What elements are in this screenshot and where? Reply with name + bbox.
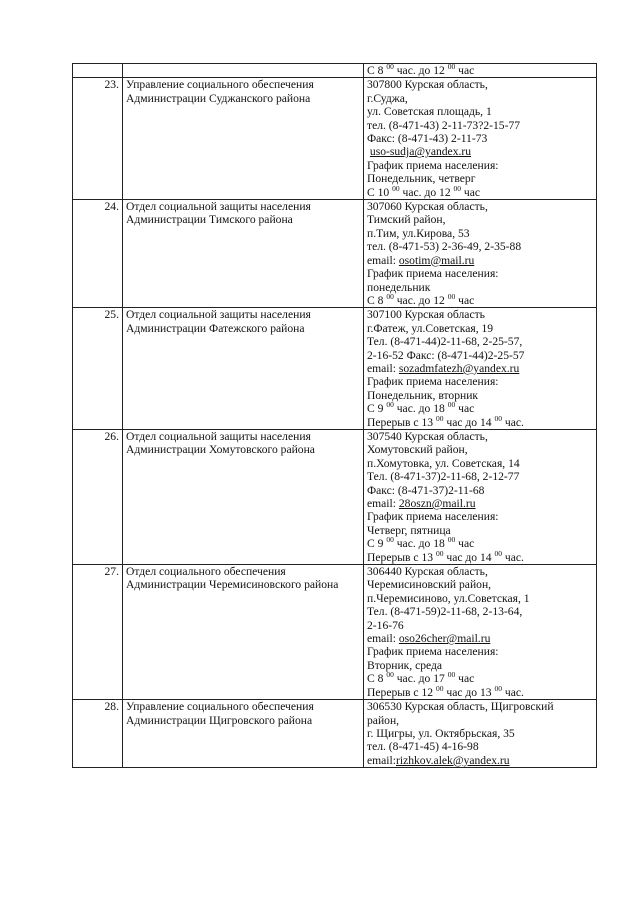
- email-link[interactable]: rizhkov.alek@yandex.ru: [395, 753, 510, 767]
- table-row: [73, 565, 597, 700]
- address-line: 306530 Курская область, Щигровский: [367, 700, 554, 714]
- email-link[interactable]: sozadmfatezh@yandex.ru: [398, 361, 520, 375]
- phone-line: тел. (8-471-53) 2-36-49, 2-35-88: [367, 240, 522, 254]
- email-line: email: osotim@mail.ru: [367, 253, 475, 267]
- email-link[interactable]: uso-sudja@yandex.ru: [369, 145, 472, 159]
- reception-hours: С 8 $^{00}$ час. до 12 $^{00}$ час: [367, 64, 475, 77]
- address-line: г. Щигры, ул. Октябрьская, 35: [367, 726, 515, 740]
- address-line: 307540 Курская область,: [367, 429, 488, 443]
- table-row: [73, 308, 597, 430]
- reception-hours: С 9 $^{00}$ час. до 18 $^{00}$ час: [367, 537, 475, 551]
- address-line: п.Хомутовка, ул. Советская, 14: [367, 456, 520, 470]
- address-line: Тимский район,: [367, 213, 446, 227]
- contact-cell: [364, 565, 597, 700]
- name-cell: [123, 64, 364, 78]
- break-hours: Перерыв с 12 $^{00}$ час до 13 $^{00}$ час.: [367, 685, 524, 699]
- address-line: Черемисиновский район,: [367, 578, 492, 592]
- reception-hours: С 10 $^{00}$ час. до 12 $^{00}$ час: [367, 185, 481, 199]
- address-line: 307100 Курская область: [367, 308, 485, 322]
- row-number: 23.: [73, 78, 123, 200]
- table-row-continuation: [73, 64, 597, 78]
- address-line: г.Суджа,: [367, 91, 408, 105]
- reception-hours: С 9 $^{00}$ час. до 18 $^{00}$ час: [367, 402, 475, 416]
- contact-cell: [364, 308, 597, 430]
- phone-line: Тел. (8-471-44)2-11-68, 2-25-57,: [367, 335, 523, 349]
- contact-cell: [364, 700, 597, 768]
- address-line: г.Фатеж, ул.Советская, 19: [367, 321, 494, 335]
- phone-line: 2-16-52 Факс: (8-471-44)2-25-57: [367, 348, 525, 362]
- number-cell: [73, 64, 123, 78]
- organization-name: Отдел социального обеспечения Администрации Черемисиновского района: [123, 565, 364, 700]
- break-hours: Перерыв с 13 $^{00}$ час до 14 $^{00}$ час.: [367, 415, 524, 429]
- email-line: email: 28oszn@mail.ru: [367, 497, 476, 510]
- schedule-days: Вторник, среда: [367, 658, 443, 672]
- row-number: 24.: [73, 200, 123, 308]
- email-link[interactable]: 28oszn@mail.ru: [398, 497, 476, 510]
- table-row: [73, 700, 597, 768]
- reception-hours: С 8 $^{00}$ час. до 17 $^{00}$ час: [367, 672, 475, 686]
- social-services-table: [72, 63, 597, 768]
- schedule-title: График приема населения:: [367, 158, 499, 172]
- schedule-title: График приема населения:: [367, 645, 499, 659]
- email-line: email: oso26cher@mail.ru: [367, 632, 491, 646]
- organization-name: Управление социального обеспечения Администрации Щигровского района: [123, 700, 364, 768]
- schedule-days: Понедельник, четверг: [367, 172, 476, 186]
- contact-cell: [364, 429, 597, 564]
- row-number: 25.: [73, 308, 123, 430]
- address-line: 306440 Курская область,: [367, 565, 488, 579]
- phone-line: Тел. (8-471-37)2-11-68, 2-12-77: [367, 470, 520, 484]
- table-row: [73, 200, 597, 308]
- row-number: 28.: [73, 700, 123, 768]
- schedule-days: Понедельник, вторник: [367, 388, 479, 402]
- address-line: 307060 Курская область,: [367, 200, 488, 214]
- address-line: район,: [367, 713, 400, 727]
- schedule-days: Четверг, пятница: [367, 523, 451, 537]
- phone-line: тел. (8-471-43) 2-11-73?2-15-77: [367, 118, 521, 132]
- organization-name: Управление социального обеспечения Администрации Суджанского района: [123, 78, 364, 200]
- address-line: ул. Советская площадь, 1: [367, 105, 492, 119]
- break-hours: Перерыв с 13 $^{00}$ час до 14 $^{00}$ час.: [367, 550, 524, 564]
- contact-cell: [364, 200, 597, 308]
- row-number: 27.: [73, 565, 123, 700]
- address-line: Хомутовский район,: [367, 443, 468, 457]
- table-row: [73, 78, 597, 200]
- organization-name: Отдел социальной защиты населения Администрации Хомутовского района: [123, 429, 364, 564]
- phone-line: тел. (8-471-45) 4-16-98: [367, 740, 479, 754]
- email-link[interactable]: osotim@mail.ru: [398, 253, 475, 267]
- schedule-title: График приема населения:: [367, 375, 499, 389]
- organization-name: Отдел социальной защиты населения Администрации Тимского района: [123, 200, 364, 308]
- address-line: 307800 Курская область,: [367, 78, 488, 92]
- address-line: п.Черемисиново, ул.Советская, 1: [367, 591, 530, 605]
- phone-line: Тел. (8-471-59)2-11-68, 2-13-64,: [367, 605, 523, 619]
- email-line: email: sozadmfatezh@yandex.ru: [367, 361, 520, 375]
- fax-line: Факс: (8-471-37)2-11-68: [367, 483, 485, 497]
- address-line: п.Тим, ул.Кирова, 53: [367, 226, 470, 240]
- email-link[interactable]: oso26cher@mail.ru: [398, 632, 491, 646]
- email-line: email:rizhkov.alek@yandex.ru: [367, 753, 510, 767]
- table-row: [73, 429, 597, 564]
- contact-cell: [364, 64, 597, 78]
- schedule-title: График приема населения:: [367, 510, 499, 524]
- reception-hours: С 8 $^{00}$ час. до 12 $^{00}$ час: [367, 293, 475, 307]
- phone-line: 2-16-76: [367, 618, 404, 632]
- schedule-title: График приема населения:: [367, 267, 499, 281]
- contact-cell: [364, 78, 597, 200]
- schedule-days: понедельник: [367, 280, 431, 294]
- fax-line: Факс: (8-471-43) 2-11-73: [367, 132, 488, 146]
- email-line: [367, 145, 593, 158]
- row-number: 26.: [73, 429, 123, 564]
- organization-name: Отдел социальной защиты населения Администрации Фатежского района: [123, 308, 364, 430]
